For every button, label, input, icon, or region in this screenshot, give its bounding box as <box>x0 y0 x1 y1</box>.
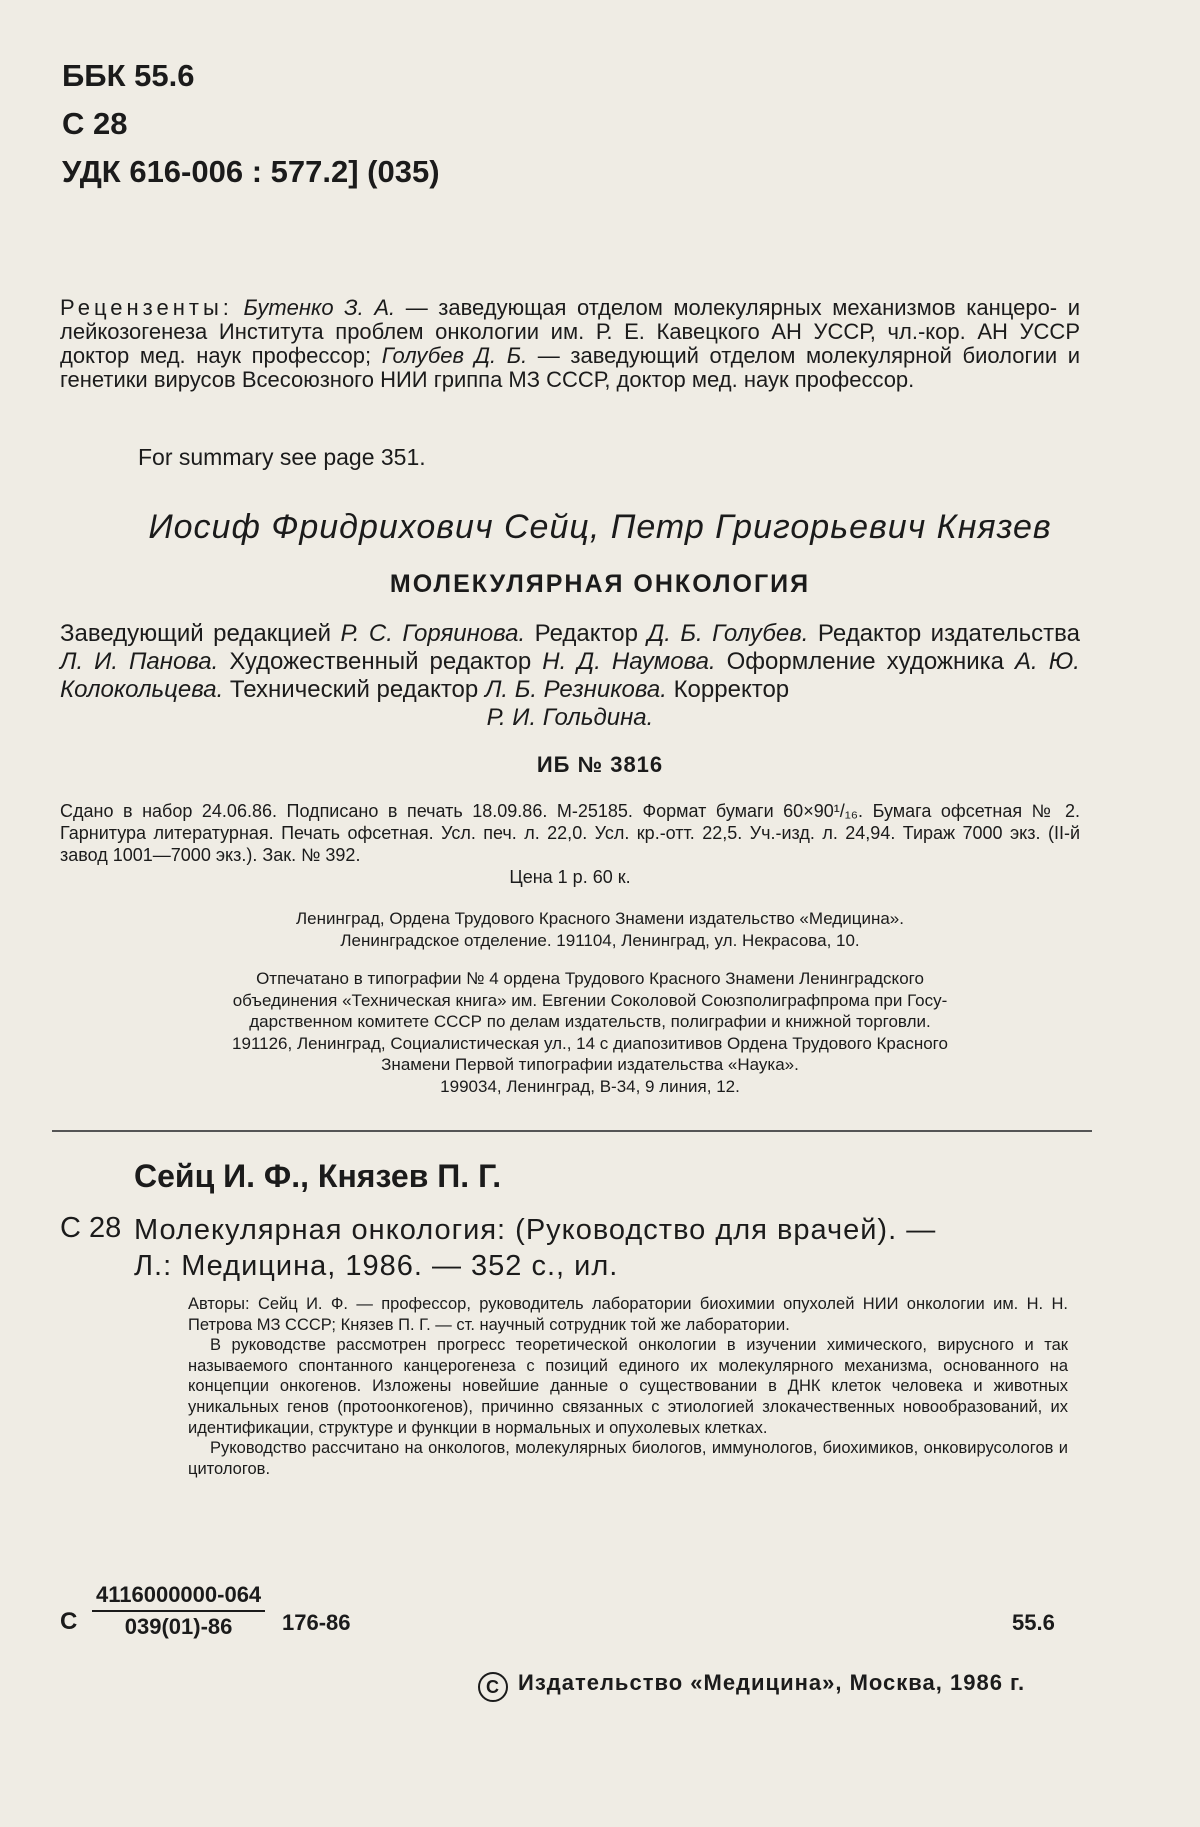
classification-denominator: 039(01)-86 <box>124 1614 233 1639</box>
annotation-paragraph: В руководстве рассмотрен прогресс теоретической онкологии в изучении химического, вирусного и так называемого спонтанного канцерогенеза с позиций единого их молекулярного механизма, основанного на концепции онкогенов. Изложены новейшие данные о существовании в ДНК клеток человека и животных уникальных генов (протоонкогенов), причинно связанных с этиологией злокачественных новообразований, их идентификации, структуре и функции в нормальных и опухолевых клетках. <box>188 1336 1068 1437</box>
authors-full-names: Иосиф Фридрихович Сейц, Петр Григорьевич Князев <box>148 508 1052 546</box>
card-code: С 28 <box>60 1212 122 1244</box>
card-title-line: Молекулярная онкология: (Руководство для врачей). — <box>134 1214 937 1246</box>
copyright-text: Издательство «Медицина», Москва, 1986 г. <box>518 1670 1026 1695</box>
classification-numerator: 4116000000-064 <box>92 1580 265 1612</box>
bbk-code: ББК 55.6 <box>62 58 195 93</box>
printer-line: объединения «Техническая книга» им. Евгении Соколовой Союзполиграфпрома при Госу- <box>232 990 948 1010</box>
reviewer-text-1: — заведующая отделом молекулярных механизмов канцеро- и лейкозогенеза Института проблем онкологии им. Р. Е. Кавецкого АН УССР, чл.-кор. АН УССР доктор мед. наук профессор; <box>60 295 1080 368</box>
reviewers-label: Рецензенты: <box>60 295 233 320</box>
printer-line: Отпечатано в типографии № 4 ордена Трудового Красного Знамени Ленинградского <box>256 969 924 988</box>
annotation-paragraph: Руководство рассчитано на онкологов, молекулярных биологов, иммунологов, биохимиков, онковирусологов и цитологов. <box>188 1439 1068 1478</box>
editor-name: А. Ю. Колокольцева. <box>60 648 1080 703</box>
editor-role: Редактор <box>534 620 638 647</box>
udk-code: УДК 616-006 : 577.2] (035) <box>62 154 440 189</box>
classification-bbk: 55.6 <box>1012 1610 1055 1635</box>
editor-role: Редактор издательства <box>817 620 1080 647</box>
corrector-line <box>60 704 1080 732</box>
reviewer-text-2: — заведующий отделом молекулярной биологии и генетики вирусов Всесоюзного НИИ гриппа МЗ СССР, доктор мед. наук профессор. <box>60 343 1080 392</box>
card-title <box>134 1212 1094 1284</box>
editor-name: Н. Д. Наумова. <box>542 648 716 675</box>
editor-role: Заведующий редакцией <box>60 620 332 647</box>
annotation <box>188 1294 1068 1479</box>
editorial-staff <box>60 620 1080 732</box>
printer-line: 191126, Ленинград, Социалистическая ул., 14 с диапозитивов Ордена Трудового Красного <box>232 1033 948 1053</box>
printer-info <box>100 968 1080 1097</box>
editor-name: Л. Б. Резникова. <box>484 676 667 703</box>
print-data-text: Сдано в набор 24.06.86. Подписано в печать 18.09.86. М-25185. Формат бумаги 60×90¹/₁₆. Бумага офсетная № 2. Гарнитура литературная. Печать офсетная. Усл. печ. л. 22,0. Усл. кр.-отт. 22,5. Уч.-изд. л. 24,94. Тираж 7000 экз. (II-й завод 1001—7000 экз.). Зак. № 392. <box>60 801 1080 865</box>
editor-role: Художественный редактор <box>229 648 532 675</box>
printer-line: дарственном комитете СССР по делам издательств, полиграфии и книжной торговли. <box>249 1012 931 1031</box>
reviewer-name-2: Голубев Д. Б. <box>381 343 528 368</box>
divider <box>52 1130 1092 1132</box>
classification-fraction <box>92 1580 265 1642</box>
editor-role: Корректор <box>673 676 790 703</box>
book-title: МОЛЕКУЛЯРНАЯ ОНКОЛОГИЯ <box>389 570 811 598</box>
publisher-line: Ленинград, Ордена Трудового Красного Знамени издательство «Медицина». <box>296 909 904 928</box>
reviewer-name-1: Бутенко З. А. <box>243 295 396 320</box>
editor-name: Р. С. Горяинова. <box>340 620 526 647</box>
printer-line: Знамени Первой типографии издательства «Наука». <box>381 1055 799 1074</box>
publisher-address <box>0 908 1200 952</box>
editor-name: Р. И. Гольдина. <box>486 704 654 731</box>
copyright-line <box>478 1670 1025 1702</box>
publisher-line: Ленинградское отделение. 191104, Ленинград, ул. Некрасова, 10. <box>340 931 860 950</box>
c-code: С 28 <box>62 106 128 141</box>
card-title-line: Л.: Медицина, 1986. — 352 с., ил. <box>134 1250 619 1282</box>
price: Цена 1 р. 60 к. <box>509 867 631 887</box>
classification-prefix: С <box>60 1608 78 1635</box>
annotation-paragraph: Авторы: Сейц И. Ф. — профессор, руководитель лаборатории биохимии опухолей НИИ онкологии им. Н. Н. Петрова МЗ СССР; Князев П. Г. — ст. научный сотрудник той же лаборатории. <box>188 1295 1068 1334</box>
ib-number: ИБ № 3816 <box>536 752 664 777</box>
editor-name: Л. И. Панова. <box>60 648 219 675</box>
reviewers-block <box>60 296 1080 392</box>
editor-role: Технический редактор <box>229 676 479 703</box>
classification-series: 176-86 <box>282 1610 351 1635</box>
print-data <box>60 800 1080 888</box>
classification-codes <box>62 52 440 196</box>
printer-line: 199034, Ленинград, В-34, 9 линия, 12. <box>440 1076 740 1096</box>
copyright-icon: С <box>478 1672 508 1702</box>
editor-role: Оформление художника <box>726 648 1005 675</box>
editor-name: Д. Б. Голубев. <box>647 620 809 647</box>
summary-note: For summary see page 351. <box>138 444 426 470</box>
card-authors: Сейц И. Ф., Князев П. Г. <box>134 1158 502 1194</box>
